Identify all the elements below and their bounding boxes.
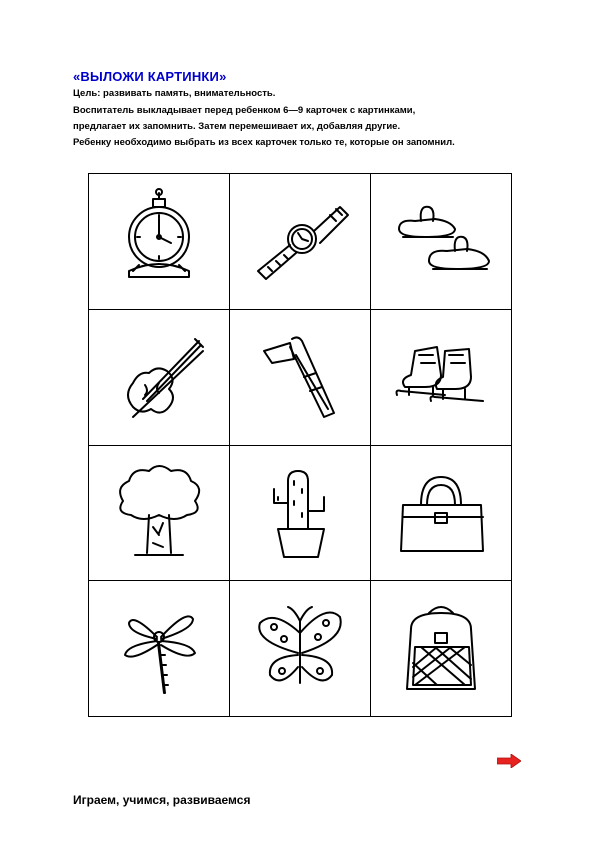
- card-tree[interactable]: [89, 446, 230, 582]
- instruction-line-1: Воспитатель выкладывает перед ребенком 6—9 карточек с картинками,: [73, 105, 416, 116]
- card-ice-skates[interactable]: [371, 310, 512, 446]
- wristwatch-icon: [244, 185, 356, 297]
- next-arrow-icon[interactable]: [497, 754, 521, 768]
- card-grid: [88, 173, 512, 717]
- alarm-clock-icon: [103, 185, 215, 297]
- tree-icon: [103, 457, 215, 569]
- card-handbag[interactable]: [371, 446, 512, 582]
- instruction-line-3: Ребенку необходимо выбрать из всех карточек только те, которые он запомнил.: [73, 137, 455, 148]
- card-backpack[interactable]: [371, 581, 512, 717]
- shoes-icon: [385, 185, 497, 297]
- card-cactus[interactable]: [230, 446, 371, 582]
- instruction-line-2: предлагает их запомнить. Затем перемешивает их, добавляя другие.: [73, 121, 401, 132]
- footer-caption: Играем, учимся, развиваемся: [73, 793, 251, 807]
- card-trombone[interactable]: [230, 310, 371, 446]
- dragonfly-icon: [103, 593, 215, 705]
- card-butterfly[interactable]: [230, 581, 371, 717]
- backpack-icon: [385, 593, 497, 705]
- instruction-goal: Цель: развивать память, внимательность.: [73, 88, 276, 99]
- card-shoes[interactable]: [371, 174, 512, 310]
- butterfly-icon: [244, 593, 356, 705]
- ice-skates-icon: [385, 321, 497, 433]
- violin-icon: [103, 321, 215, 433]
- page-title: «ВЫЛОЖИ КАРТИНКИ»: [73, 69, 227, 84]
- cactus-icon: [244, 457, 356, 569]
- handbag-icon: [385, 457, 497, 569]
- trombone-icon: [244, 321, 356, 433]
- card-alarm-clock[interactable]: [89, 174, 230, 310]
- card-violin[interactable]: [89, 310, 230, 446]
- card-wristwatch[interactable]: [230, 174, 371, 310]
- card-dragonfly[interactable]: [89, 581, 230, 717]
